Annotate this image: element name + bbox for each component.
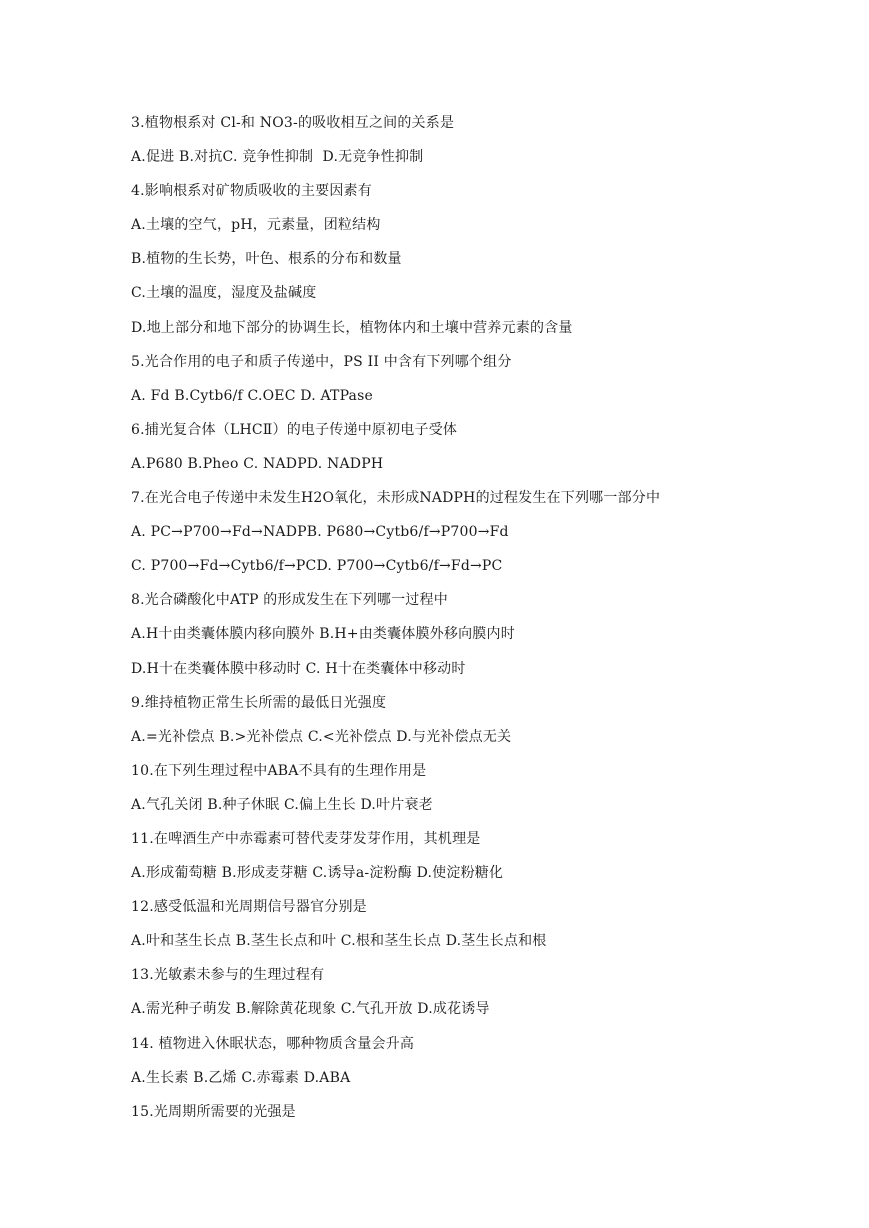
question-7-options-cd: C. P700→Fd→Cytb6/f→PCD. P700→Cytb6/f→Fd→PC [131,558,503,575]
question-9-stem: 9.维持植物正常生长所需的最低日光强度 [131,694,387,711]
question-3-options: A.促进 B.对抗C. 竞争性抑制 D.无竞争性抑制 [131,149,424,166]
question-8-options-ab: A.H十由类囊体膜内移向膜外 B.H+由类囊体膜外移向膜内时 [131,626,515,643]
question-12-stem: 12.感受低温和光周期信号器官分别是 [131,899,367,916]
question-14-stem: 14. 植物进入休眠状态，哪种物质含量会升高 [131,1035,415,1052]
question-4-stem: 4.影响根系对矿物质吸收的主要因素有 [131,183,372,200]
question-9-options: A.=光补偿点 B.>光补偿点 C.<光补偿点 D.与光补偿点无关 [131,728,512,745]
question-7-options-ab: A. PC→P700→Fd→NADPB. P680→Cytb6/f→P700→Fd [131,524,509,541]
question-6-options: A.P680 B.Pheo C. NADPD. NADPH [131,455,384,472]
question-5-stem: 5.光合作用的电子和质子传递中，PS II 中含有下列哪个组分 [131,353,512,370]
question-10-options: A.气孔关闭 B.种子休眠 C.偏上生长 D.叶片衰老 [131,796,433,813]
question-11-options: A.形成葡萄糖 B.形成麦芽糖 C.诱导a-淀粉酶 D.使淀粉糖化 [131,865,504,882]
question-3-stem: 3.植物根系对 Cl-和 NO3-的吸收相互之间的关系是 [131,115,455,131]
question-4-option-a: A.土壤的空气，pH，元素量，团粒结构 [131,217,381,234]
question-8-options-dc: D.H十在类囊体膜中移动时 C. H十在类囊体中移动时 [131,660,466,677]
question-11-stem: 11.在啤酒生产中赤霉素可替代麦芽发芽作用，其机理是 [131,830,481,847]
question-5-options: A. Fd B.Cytb6/f C.OEC D. ATPase [131,387,373,404]
question-13-options: A.需光种子萌发 B.解除黄花现象 C.气孔开放 D.成花诱导 [131,1001,490,1018]
question-7-stem: 7.在光合电子传递中未发生H2O氧化，未形成NADPH的过程发生在下列哪一部分中 [131,490,661,507]
question-13-stem: 13.光敏素未参与的生理过程有 [131,967,325,984]
question-6-stem: 6.捕光复合体（LHCⅡ）的电子传递中原初电子受体 [131,421,458,438]
question-4-option-b: B.植物的生长势，叶色、根系的分布和数量 [131,251,402,268]
question-10-stem: 10.在下列生理过程中ABA不具有的生理作用是 [131,762,427,779]
question-15-stem: 15.光周期所需要的光强是 [131,1103,296,1120]
question-list [131,112,831,1135]
question-14-options: A.生长素 B.乙烯 C.赤霉素 D.ABA [131,1069,351,1086]
question-4-option-c: C.土壤的温度，湿度及盐碱度 [131,285,317,302]
question-12-options: A.叶和茎生长点 B.茎生长点和叶 C.根和茎生长点 D.茎生长点和根 [131,933,547,950]
question-8-stem: 8.光合磷酸化中ATP 的形成发生在下列哪一过程中 [131,592,448,609]
question-4-option-d: D.地上部分和地下部分的协调生长，植物体内和土壤中营养元素的含量 [131,319,573,336]
